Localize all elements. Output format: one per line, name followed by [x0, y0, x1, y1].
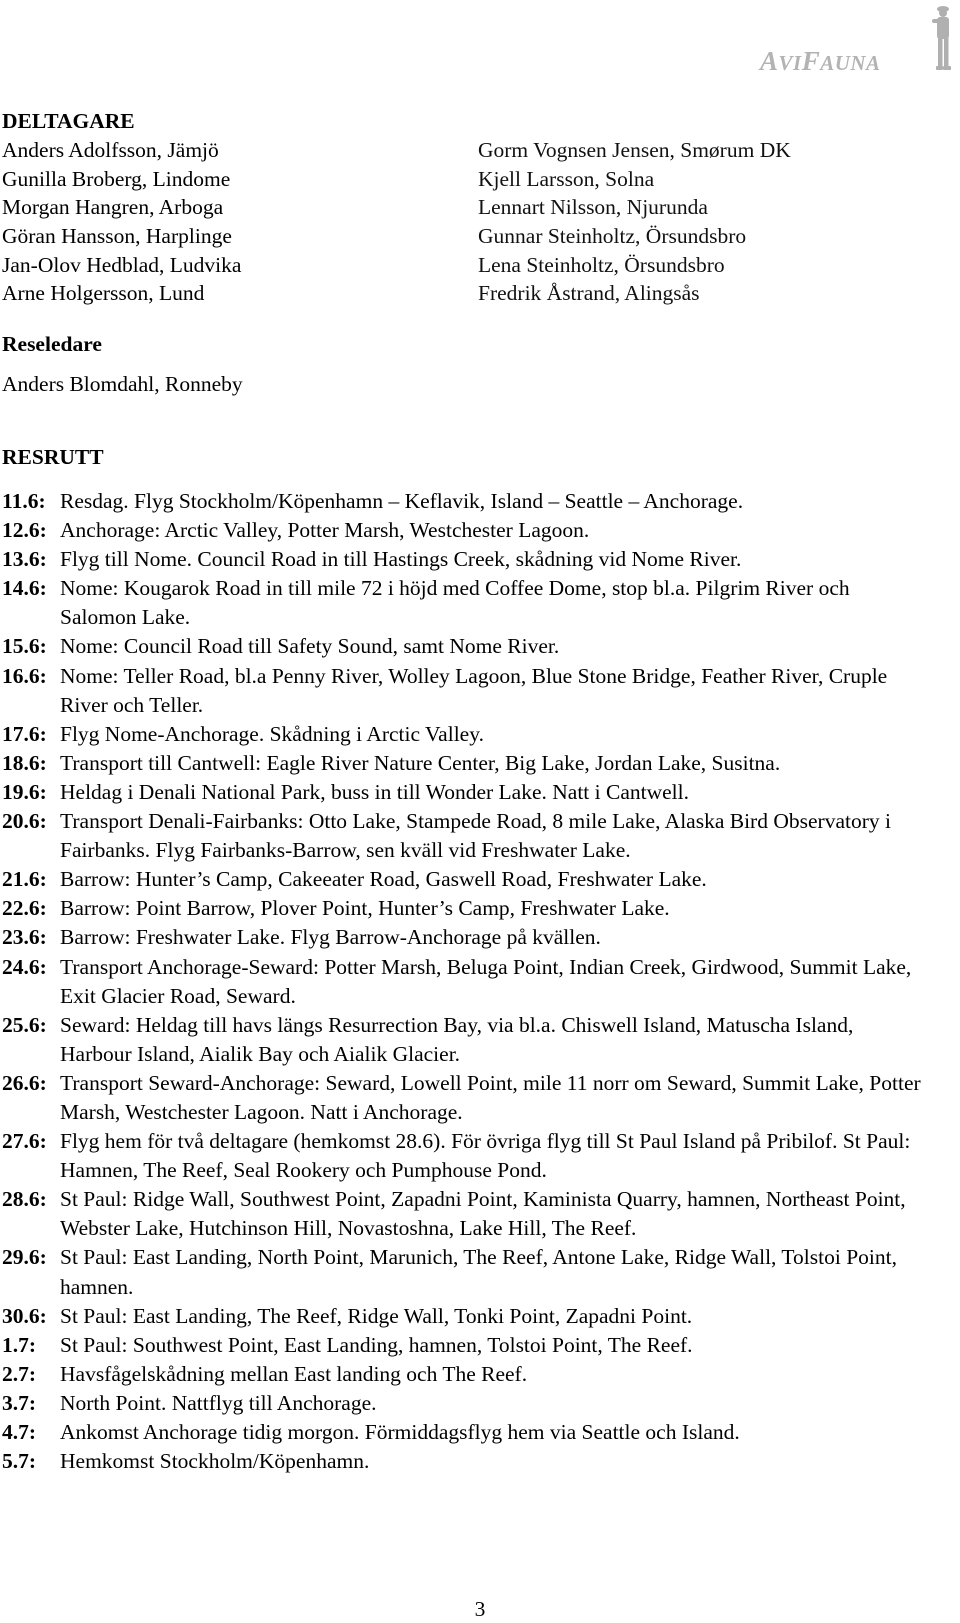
- participant-name: Gunilla Broberg, Lindome: [2, 166, 231, 191]
- route-date: 19.6:: [2, 779, 47, 804]
- route-date: 11.6:: [2, 489, 46, 513]
- route-item: [2, 1127, 922, 1185]
- route-date: 24.6:: [2, 954, 47, 979]
- participant-name: Lena Steinholtz, Örsundsbro: [478, 252, 725, 277]
- route-date: 4.7:: [2, 1420, 37, 1444]
- route-item: [2, 1185, 922, 1243]
- route-item: [2, 516, 922, 545]
- route-date: 29.6:: [2, 1245, 47, 1270]
- participant-name: Gorm Vognsen Jensen, Smørum DK: [478, 138, 791, 162]
- participant-name: Jan-Olov Hedblad, Ludvika: [2, 252, 242, 277]
- route-description: Hemkomst Stockholm/Köpenhamn.: [60, 1449, 370, 1474]
- route-description: Havsfågelskådning mellan East landing och The Reef.: [60, 1361, 528, 1386]
- route-item: [2, 1011, 922, 1069]
- route-heading: RESRUTT: [2, 445, 104, 469]
- route-date: 26.6:: [2, 1070, 47, 1095]
- participant-name: Göran Hansson, Harplinge: [2, 224, 232, 249]
- route-description: Nome: Council Road till Safety Sound, samt Nome River.: [60, 634, 560, 659]
- leader-heading: Reseledare: [2, 332, 102, 356]
- route-description: Anchorage: Arctic Valley, Potter Marsh, Westchester Lagoon.: [60, 518, 590, 543]
- participant-name: Morgan Hangren, Arboga: [2, 195, 224, 220]
- participant-name: Kjell Larsson, Solna: [478, 166, 655, 191]
- route-date: 1.7:: [2, 1332, 37, 1357]
- participants-heading: DELTAGARE: [2, 109, 135, 133]
- route-date: 20.6:: [2, 809, 47, 834]
- logo-letter: F: [801, 46, 821, 76]
- route-item: [2, 865, 922, 894]
- route-date: 13.6:: [2, 547, 47, 572]
- route-description: Flyg Nome-Anchorage. Skådning i Arctic Valley.: [60, 721, 484, 746]
- route-description: Barrow: Freshwater Lake. Flyg Barrow-Anchorage på kvällen.: [60, 925, 601, 950]
- route-date: 22.6:: [2, 896, 47, 921]
- route-item: [2, 807, 922, 865]
- route-description: North Point. Nattflyg till Anchorage.: [60, 1390, 377, 1415]
- route-item: [2, 1331, 922, 1360]
- route-item: [2, 545, 922, 574]
- route-item: [2, 632, 922, 661]
- participant-name: Gunnar Steinholtz, Örsundsbro: [478, 224, 747, 249]
- route-description: Resdag. Flyg Stockholm/Köpenhamn – Keflavik, Island – Seattle – Anchorage.: [60, 489, 744, 513]
- route-item: [2, 1447, 922, 1476]
- route-description: Flyg till Nome. Council Road in till Hastings Creek, skådning vid Nome River.: [60, 547, 742, 572]
- route-list: [2, 487, 922, 1476]
- route-date: 17.6:: [2, 721, 47, 746]
- logo-wordmark: [760, 46, 881, 77]
- route-date: 14.6:: [2, 576, 47, 601]
- logo-letters: AUNA: [820, 51, 881, 75]
- route-item: [2, 1243, 922, 1301]
- route-description: Transport Seward-Anchorage: Seward, Lowell Point, mile 11 norr om Seward, Summit Lake, Potter Marsh, Westchester Lagoon. Natt i Anchorage.: [60, 1070, 921, 1124]
- route-description: St Paul: East Landing, North Point, Marunich, The Reef, Antone Lake, Ridge Wall, Tolstoi Point, hamnen.: [60, 1245, 897, 1299]
- route-date: 12.6:: [2, 518, 47, 543]
- route-description: Transport Denali-Fairbanks: Otto Lake, Stampede Road, 8 mile Lake, Alaska Bird Observatory i Fairbanks. Flyg Fairbanks-Barrow, sen kväll vid Freshwater Lake.: [60, 809, 891, 863]
- route-item: [2, 574, 922, 632]
- route-description: Nome: Kougarok Road in till mile 72 i höjd med Coffee Dome, stop bl.a. Pilgrim River och Salomon Lake.: [60, 576, 850, 630]
- route-date: 30.6:: [2, 1303, 47, 1328]
- participants-left-column: [2, 136, 241, 308]
- logo-letters: VI: [778, 51, 802, 75]
- participant-name: Arne Holgersson, Lund: [2, 281, 205, 306]
- route-date: 15.6:: [2, 634, 47, 659]
- route-description: Transport till Cantwell: Eagle River Nature Center, Big Lake, Jordan Lake, Susitna.: [60, 750, 781, 775]
- route-description: Barrow: Hunter’s Camp, Cakeeater Road, Gaswell Road, Freshwater Lake.: [60, 867, 707, 892]
- route-date: 25.6:: [2, 1012, 47, 1037]
- route-item: [2, 953, 922, 1011]
- participant-name: Fredrik Åstrand, Alingsås: [478, 281, 700, 306]
- route-item: [2, 1302, 922, 1331]
- route-item: [2, 1360, 922, 1389]
- route-date: 16.6:: [2, 663, 47, 688]
- route-description: Barrow: Point Barrow, Plover Point, Hunter’s Camp, Freshwater Lake.: [60, 896, 670, 921]
- route-description: St Paul: Ridge Wall, Southwest Point, Zapadni Point, Kaminista Quarry, hamnen, Northeast Point, Webster Lake, Hutchinson Hill, Novastoshna, Lake Hill, The Reef.: [60, 1187, 906, 1241]
- route-date: 2.7:: [2, 1361, 37, 1386]
- route-item: [2, 749, 922, 778]
- route-date: 27.6:: [2, 1129, 47, 1154]
- route-description: Ankomst Anchorage tidig morgon. Förmiddagsflyg hem via Seattle och Island.: [60, 1420, 740, 1444]
- route-item: [2, 487, 922, 516]
- route-description: Nome: Teller Road, bl.a Penny River, Wolley Lagoon, Blue Stone Bridge, Feather River, Cruple River och Teller.: [60, 663, 888, 717]
- route-description: St Paul: Southwest Point, East Landing, hamnen, Tolstoi Point, The Reef.: [60, 1332, 693, 1357]
- route-item: [2, 923, 922, 952]
- route-item: [2, 778, 922, 807]
- page-number: 3: [474, 1597, 486, 1621]
- route-item: [2, 662, 922, 720]
- route-item: [2, 1389, 922, 1418]
- route-date: 21.6:: [2, 867, 47, 892]
- route-description: St Paul: East Landing, The Reef, Ridge Wall, Tonki Point, Zapadni Point.: [60, 1303, 693, 1328]
- participant-name: Lennart Nilsson, Njurunda: [478, 195, 708, 220]
- route-item: [2, 1418, 922, 1447]
- route-item: [2, 894, 922, 923]
- route-date: 3.7:: [2, 1390, 37, 1415]
- route-item: [2, 720, 922, 749]
- route-date: 28.6:: [2, 1187, 47, 1212]
- route-date: 18.6:: [2, 750, 47, 775]
- birdwatcher-figure-icon: [928, 2, 956, 74]
- route-item: [2, 1069, 922, 1127]
- avifauna-logo: [760, 0, 955, 80]
- participant-name: Anders Adolfsson, Jämjö: [2, 138, 219, 162]
- leader-name: Anders Blomdahl, Ronneby: [2, 372, 243, 396]
- route-description: Transport Anchorage-Seward: Potter Marsh, Beluga Point, Indian Creek, Girdwood, Summit Lake, Exit Glacier Road, Seward.: [60, 954, 912, 1008]
- participants-right-column: [478, 136, 791, 308]
- route-date: 23.6:: [2, 925, 47, 950]
- route-date: 5.7:: [2, 1449, 37, 1474]
- route-description: Flyg hem för två deltagare (hemkomst 28.6). För övriga flyg till St Paul Island på Pribilof. St Paul: Hamnen, The Reef, Seal Rookery och Pumphouse Pond.: [60, 1129, 911, 1183]
- route-description: Seward: Heldag till havs längs Resurrection Bay, via bl.a. Chiswell Island, Matuscha Island, Harbour Island, Aialik Bay och Aialik Glacier.: [60, 1012, 854, 1066]
- route-description: Heldag i Denali National Park, buss in till Wonder Lake. Natt i Cantwell.: [60, 779, 690, 804]
- logo-letter: A: [760, 46, 779, 76]
